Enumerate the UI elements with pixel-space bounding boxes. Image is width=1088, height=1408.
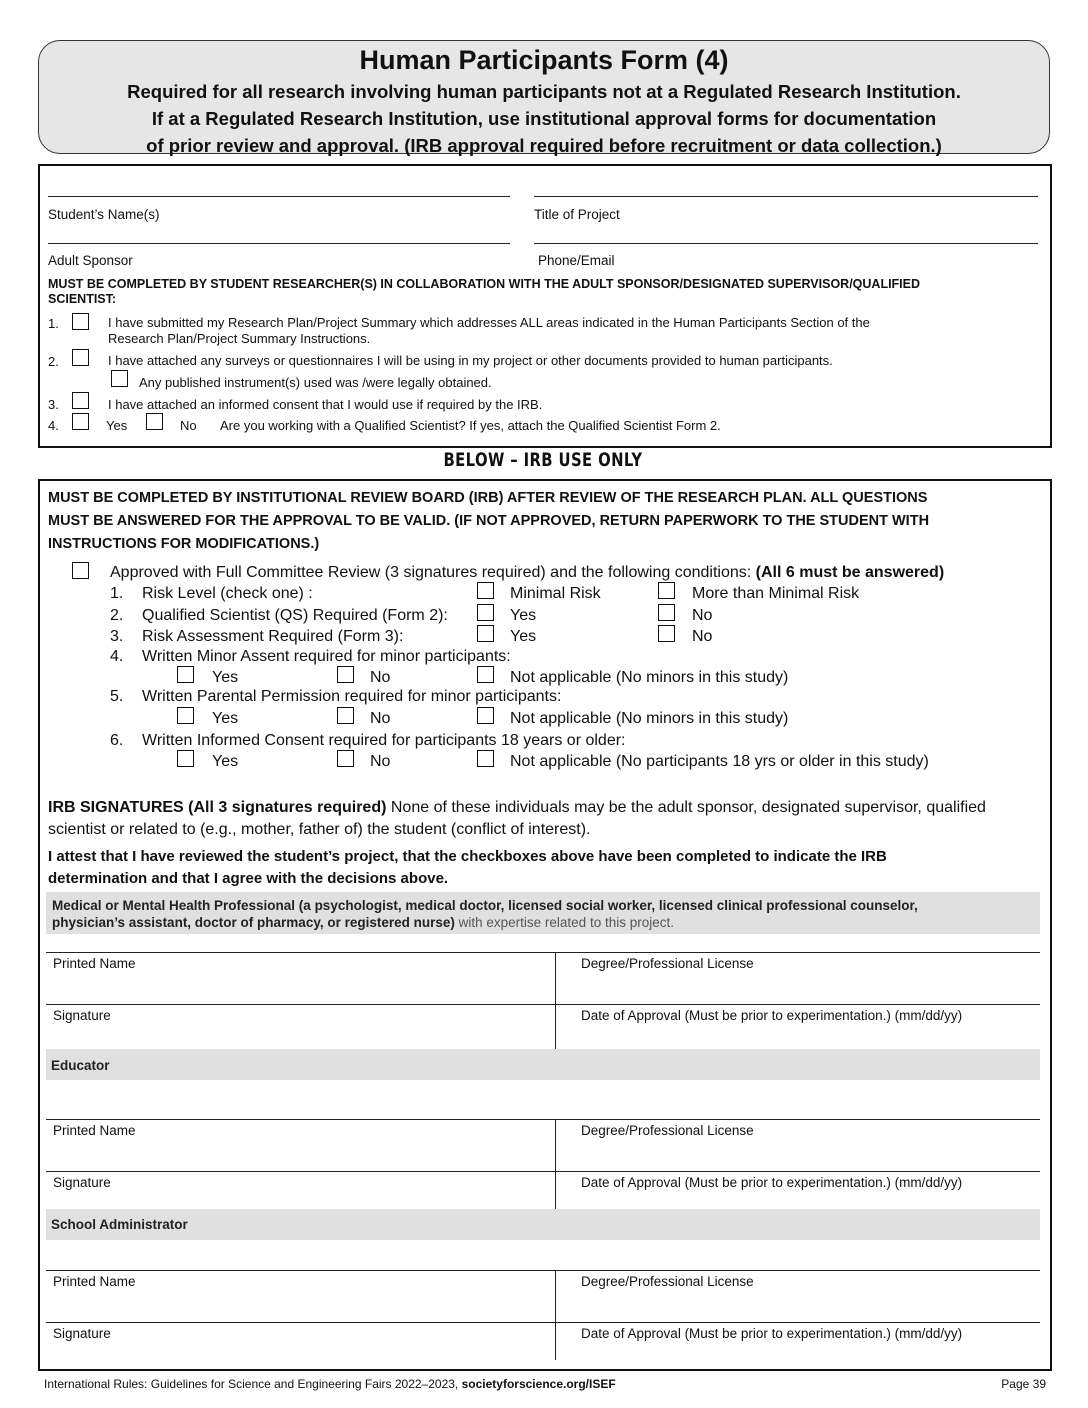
q5-text: Written Parental Permission required for minor participants: (142, 688, 562, 705)
educator-label: Educator (51, 1058, 110, 1073)
attestation (48, 846, 887, 890)
irb-use-only-heading: BELOW – IRB USE ONLY (443, 449, 643, 471)
q6-yes-checkbox[interactable] (177, 750, 194, 767)
q2-text: Qualified Scientist (QS) Required (Form 2): (142, 607, 448, 624)
medical-professional-text (52, 897, 918, 931)
footer-link[interactable]: societyforscience.org/ISEF (461, 1377, 616, 1391)
item-4-yes-label: Yes (106, 418, 128, 433)
q5-na-checkbox[interactable] (477, 707, 494, 724)
edu-date-label: Date of Approval (Must be prior to experimentation.) (mm/dd/yy) (581, 1175, 963, 1190)
item-2-checkbox[interactable] (72, 349, 89, 366)
educator-header (46, 1049, 1040, 1080)
admin-degree-label: Degree/Professional License (581, 1274, 754, 1289)
q4-number: 4. (110, 648, 124, 665)
edu-signature-label: Signature (53, 1175, 111, 1190)
q2-no-checkbox[interactable] (658, 604, 675, 621)
q4-yes-checkbox[interactable] (177, 666, 194, 683)
student-instruction (48, 277, 920, 307)
footer-text (44, 1377, 616, 1391)
q6-no-label: No (370, 753, 391, 770)
student-name-line[interactable] (48, 196, 510, 197)
irb-signatures-note (48, 797, 1038, 841)
attestation-line-1: I attest that I have reviewed the student’s project, that the checkboxes above have been completed to indicate the IRB (48, 848, 887, 865)
item-1-text-line-1: I have submitted my Research Plan/Project Summary which addresses ALL areas indicated in the Human Participants Section of the (108, 315, 870, 330)
q6-number: 6. (110, 732, 124, 749)
item-2-sub-checkbox[interactable] (111, 370, 128, 387)
item-1-checkbox[interactable] (72, 313, 89, 330)
q3-text: Risk Assessment Required (Form 3): (142, 628, 404, 645)
q2-yes-checkbox[interactable] (477, 604, 494, 621)
footer-left: International Rules: Guidelines for Science and Engineering Fairs 2022–2023, (44, 1377, 462, 1391)
item-4-yes-checkbox[interactable] (72, 413, 89, 430)
irb-intro (48, 487, 929, 556)
q5-yes-label: Yes (212, 710, 239, 727)
item-3-number: 3. (48, 397, 59, 412)
phone-email-line[interactable] (534, 243, 1038, 244)
medical-professional-line-2: physician’s assistant, doctor of pharmacy, or registered nurse) (52, 915, 455, 930)
med-signature-label: Signature (53, 1008, 111, 1023)
med-divider (555, 952, 556, 1049)
irb-signatures-text-2: scientist or related to (e.g., mother, father of) the student (conflict of interest). (48, 821, 591, 838)
q4-yes-label: Yes (212, 669, 239, 686)
edu-degree-label: Degree/Professional License (581, 1123, 754, 1138)
q1-number: 1. (110, 585, 124, 602)
q6-text: Written Informed Consent required for participants 18 years or older: (142, 732, 626, 749)
adult-sponsor-line[interactable] (48, 243, 510, 244)
student-instruction-line-1: MUST BE COMPLETED BY STUDENT RESEARCHER(S) IN COLLABORATION WITH THE ADULT SPONSOR/DESIGNATED SUPERVISOR/QUALIFIED (48, 277, 921, 291)
q5-no-label: No (370, 710, 391, 727)
q4-text: Written Minor Assent required for minor participants: (142, 648, 511, 665)
q2-number: 2. (110, 607, 124, 624)
item-3-checkbox[interactable] (72, 392, 89, 409)
q6-no-checkbox[interactable] (337, 750, 354, 767)
irb-signatures-title: IRB SIGNATURES (All 3 signatures required) (48, 799, 387, 816)
q5-number: 5. (110, 688, 124, 705)
irb-intro-line-2: MUST BE ANSWERED FOR THE APPROVAL TO BE VALID. (IF NOT APPROVED, RETURN PAPERWORK TO THE STUDENT WITH (48, 513, 930, 529)
edu-printed-name-label: Printed Name (53, 1123, 136, 1138)
med-printed-name-line[interactable] (46, 1004, 1040, 1005)
q3-yes-label: Yes (510, 628, 537, 645)
item-1-text (108, 315, 870, 347)
q2-no-label: No (692, 607, 713, 624)
q6-na-checkbox[interactable] (477, 750, 494, 767)
item-4-number: 4. (48, 418, 59, 433)
admin-signature-label: Signature (53, 1326, 111, 1341)
item-1-text-line-2: Research Plan/Project Summary Instructions. (108, 331, 371, 346)
approved-all-6: (All 6 must be answered) (755, 564, 945, 581)
medical-professional-line-1: Medical or Mental Health Professional (a psychologist, medical doctor, licensed social worker, licensed clinical professional counselor, (52, 898, 918, 913)
edu-top-line (46, 1119, 1040, 1120)
q4-na-label: Not applicable (No minors in this study) (510, 669, 789, 686)
approved-label: Approved with Full Committee Review (3 signatures required) and the following conditions: (110, 564, 752, 581)
q4-no-checkbox[interactable] (337, 666, 354, 683)
form-subtitle-3: of prior review and approval. (IRB approval required before recruitment or data collection.) (146, 135, 942, 156)
admin-printed-name-line[interactable] (46, 1322, 1040, 1323)
student-instruction-line-2: SCIENTIST: (48, 292, 117, 306)
form-title: Human Participants Form (4) (359, 45, 729, 75)
school-admin-label: School Administrator (51, 1217, 188, 1232)
q1-text: Risk Level (check one) : (142, 585, 313, 602)
item-3-text: I have attached an informed consent that I would use if required by the IRB. (108, 397, 543, 412)
phone-email-label: Phone/Email (538, 253, 615, 268)
med-date-label: Date of Approval (Must be prior to experimentation.) (mm/dd/yy) (581, 1008, 963, 1023)
q4-no-label: No (370, 669, 391, 686)
item-2-text: I have attached any surveys or questionnaires I will be using in my project or other documents provided to human participants. (108, 353, 833, 368)
project-title-label: Title of Project (534, 207, 620, 222)
irb-intro-line-1: MUST BE COMPLETED BY INSTITUTIONAL REVIEW BOARD (IRB) AFTER REVIEW OF THE RESEARCH PLAN. ALL QUESTIONS (48, 490, 928, 506)
item-4-text: Are you working with a Qualified Scientist? If yes, attach the Qualified Scientist Form 2. (220, 418, 721, 433)
medical-professional-rest: with expertise related to this project. (454, 915, 674, 930)
admin-date-label: Date of Approval (Must be prior to experimentation.) (mm/dd/yy) (581, 1326, 963, 1341)
q1-minimal-risk-checkbox[interactable] (477, 582, 494, 599)
q6-yes-label: Yes (212, 753, 239, 770)
q2-yes-label: Yes (510, 607, 537, 624)
approved-text (110, 564, 944, 582)
project-title-line[interactable] (534, 196, 1038, 197)
medical-professional-header (46, 892, 1040, 934)
form-subtitle-1: Required for all research involving human participants not at a Regulated Research Institution. (127, 81, 961, 102)
adult-sponsor-label: Adult Sponsor (48, 253, 133, 268)
q5-no-checkbox[interactable] (337, 707, 354, 724)
q4-na-checkbox[interactable] (477, 666, 494, 683)
q3-yes-checkbox[interactable] (477, 625, 494, 642)
admin-printed-name-label: Printed Name (53, 1274, 136, 1289)
med-top-line (46, 952, 1040, 953)
irb-signatures-text: None of these individuals may be the adult sponsor, designated supervisor, qualified (386, 799, 986, 816)
med-degree-label: Degree/Professional License (581, 956, 754, 971)
q3-number: 3. (110, 628, 124, 645)
school-admin-header (46, 1209, 1040, 1240)
q6-na-label: Not applicable (No participants 18 yrs or older in this study) (510, 753, 929, 770)
item-2-sub-text: Any published instrument(s) used was /were legally obtained. (139, 375, 492, 390)
edu-printed-name-line[interactable] (46, 1171, 1040, 1172)
q1-more-than-minimal-checkbox[interactable] (658, 582, 675, 599)
irb-heading-wrap (38, 449, 1048, 471)
q1-minimal-risk-label: Minimal Risk (510, 585, 601, 602)
irb-intro-line-3: INSTRUCTIONS FOR MODIFICATIONS.) (48, 536, 320, 552)
page-number: Page 39 (1001, 1377, 1046, 1391)
item-4-no-label: No (180, 418, 197, 433)
approved-checkbox[interactable] (72, 562, 89, 579)
admin-divider (555, 1270, 556, 1360)
attestation-line-2: determination and that I agree with the decisions above. (48, 870, 449, 887)
q1-more-than-minimal-label: More than Minimal Risk (692, 585, 860, 602)
item-4-no-checkbox[interactable] (146, 413, 163, 430)
item-1-number: 1. (48, 316, 59, 331)
student-name-label: Student’s Name(s) (48, 207, 160, 222)
edu-divider (555, 1119, 556, 1209)
med-printed-name-label: Printed Name (53, 956, 136, 971)
q5-yes-checkbox[interactable] (177, 707, 194, 724)
form-header (38, 40, 1050, 154)
admin-top-line (46, 1270, 1040, 1271)
q5-na-label: Not applicable (No minors in this study) (510, 710, 789, 727)
q3-no-checkbox[interactable] (658, 625, 675, 642)
q3-no-label: No (692, 628, 713, 645)
form-subtitle-2: If at a Regulated Research Institution, use institutional approval forms for documentation (151, 108, 937, 129)
item-2-number: 2. (48, 354, 59, 369)
